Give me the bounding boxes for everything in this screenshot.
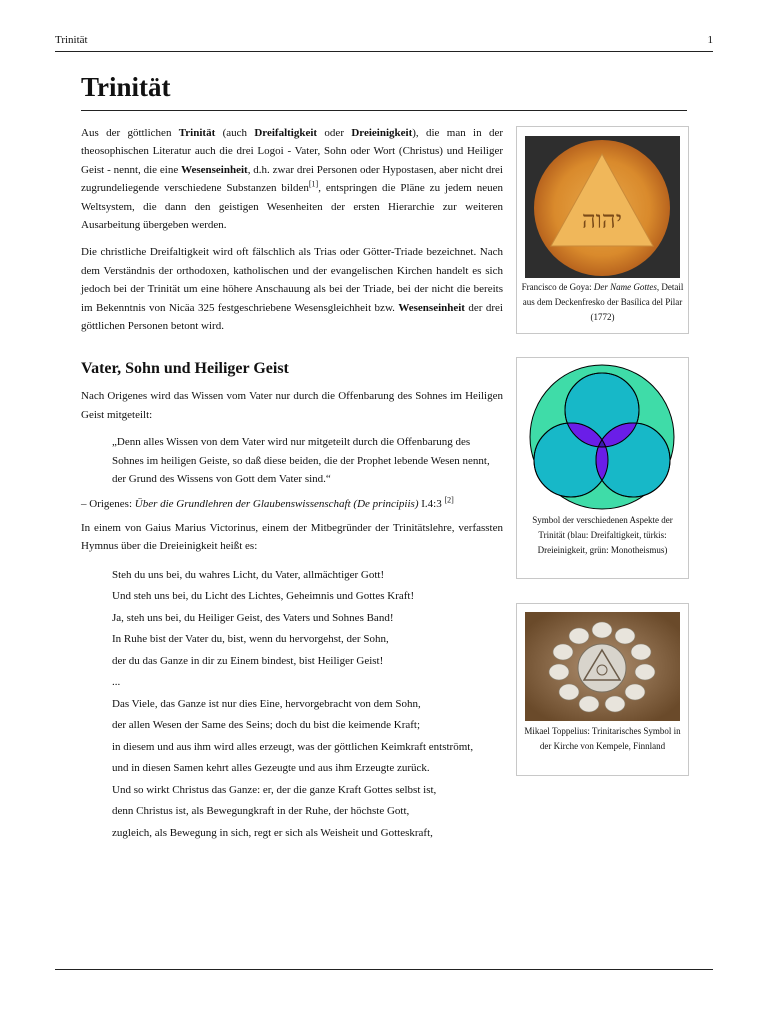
figure-goya: [516, 126, 689, 334]
quote-citation: – Origenes: Über die Grundlehren der Glaubenswissenschaft (De principiis) I.4:3 [2]: [81, 494, 454, 510]
footer-rule: [55, 969, 713, 970]
page-number: 1: [707, 34, 713, 46]
figure-caption: Francisco de Goya: Der Name Gottes, Detail aus dem Deckenfresko der Basílica del Pilar (1772): [521, 282, 684, 322]
hymn-line: Steh du uns bei, du wahres Licht, du Vater, allmächtiger Gott!: [112, 568, 385, 581]
hymn-line: Und steh uns bei, du Licht des Lichtes, Geheimnis und Gottes Kraft!: [112, 590, 415, 603]
goya-image[interactable]: [525, 136, 680, 278]
hymn-line: Ja, steh uns bei, du Heiliger Geist, des Vaters und Sohnes Band!: [112, 611, 394, 624]
hebrew-glyphs: יהוה: [581, 206, 623, 234]
header-rule: [55, 51, 713, 52]
citation-work: Über die Grundlehren der Glaubenswissenschaft (De principiis): [134, 497, 419, 510]
figure-trinity-symbol: [516, 357, 689, 579]
hymn-line: der allen Wesen der Same des Seins; doch du bist die keimende Kraft;: [112, 719, 421, 732]
term-dreifaltigkeit: Dreifaltigkeit: [254, 127, 318, 139]
hymn-line: denn Christus ist, als Bewegungkraft in der Ruhe, der höchste Gott,: [112, 805, 410, 818]
running-title: Trinität: [55, 34, 88, 46]
intro-paragraph: Aus der göttlichen Trinität (auch Dreifaltigkeit oder Dreieinigkeit), die man in der theosophischen Literatur auch die drei Logoi - Vater, Sohn oder Wort (Christus) und Heiliger Geist - nennt, die eine Wesenseinheit, d.h. zwar drei Personen oder Hypostasen, aber nicht drei zugrundeliegende verschiedene Substanzen bilden[1], entspringen die Pläne zu jedem neuen Weltsystem, die dann den geistigen Wesenheiten der ersten Hierarchie zur weiteren Ausarbeitung übergeben werden.: [81, 127, 503, 232]
victorinus-paragraph: In einem von Gaius Marius Victorinus, einem der Mitbegründer der Trinitätslehre, verfassten Hymnus über die Dreieinigkeit heißt es:: [81, 521, 503, 553]
running-header: [55, 34, 713, 46]
footnote-ref-1[interactable]: [1]: [308, 179, 319, 189]
section-heading: Vater, Sohn und Heiliger Geist: [81, 360, 289, 378]
hymn: [81, 565, 503, 845]
hymn-line: und in diesen Samen kehrt alles Gezeugte und aus ihm Erzeugte zurück.: [112, 762, 430, 775]
term-trinitaet: Trinität: [178, 127, 216, 139]
figure-caption: Mikael Toppelius: Trinitarisches Symbol in der Kirche von Kempele, Finnland: [524, 726, 681, 751]
hymn-line: der du das Ganze in dir zu Einem bindest, bist Heiliger Geist!: [112, 654, 384, 667]
venn-diagram[interactable]: [525, 364, 680, 511]
hymn-line: in diesem und aus ihm wird alles erzeugt, was der göttlichen Keimkraft entströmt,: [112, 740, 474, 753]
origenes-paragraph: Nach Origenes wird das Wissen vom Vater nur durch die Offenbarung des Sohnes im Heiligen Geist mitgeteilt:: [81, 390, 503, 421]
term-wesenseinheit: Wesenseinheit: [181, 163, 248, 176]
second-paragraph: Die christliche Dreifaltigkeit wird oft fälschlich als Trias oder Götter-Triade bezeichnet. Nach dem Verständnis der orthodoxen, katholischen und der evangelischen Kirchen handelt es sich jedoch bei der Trinität um eine höhere Anschauung als bei der Triade, bei der nicht die bereits im Bekenntnis von Nicäa 325 festgeschriebene Wesensgleichheit bzw. Wesenseinheit der drei göttlichen Personen betont wird.: [81, 246, 503, 333]
figure-caption: Symbol der verschiedenen Aspekte der Trinität (blau: Dreifaltigkeit, türkis: Dreieinigkeit, grün: Monotheismus): [532, 515, 673, 555]
page-title: Trinität: [81, 72, 171, 102]
article-body: [81, 124, 503, 844]
term-dreieinigkeit: Dreieinigkeit: [351, 127, 413, 139]
hymn-line: ...: [112, 676, 121, 689]
toppelius-image[interactable]: [525, 612, 680, 721]
figure-toppelius: [516, 603, 689, 776]
hymn-line: Das Viele, das Ganze ist nur dies Eine, hervorgebracht von dem Sohn,: [112, 697, 421, 710]
hymn-line: Und so wirkt Christus das Ganze: er, der die ganze Kraft Gottes selbst ist,: [112, 783, 437, 796]
title-rule: [81, 110, 687, 111]
church-ceiling-graphic: [525, 612, 680, 721]
hymn-line: In Ruhe bist der Vater du, bist, wenn du hervorgehst, der Sohn,: [112, 633, 389, 646]
term-wesenseinheit-2: Wesenseinheit: [398, 301, 465, 314]
goya-fresco-graphic: [525, 136, 680, 278]
hymn-line: zugleich, als Bewegung in sich, regt er sich als Weisheit und Gotteskraft,: [112, 826, 433, 839]
origenes-quote: „Denn alles Wissen von dem Vater wird nur mitgeteilt durch die Offenbarung des Sohnes im heiligen Geiste, so daß diese beiden, die der Prophet lebende Wesen nennt, der Grund des Wissens von Gott dem Vater sind.“: [112, 436, 490, 486]
footnote-ref-2[interactable]: [2]: [444, 494, 454, 504]
